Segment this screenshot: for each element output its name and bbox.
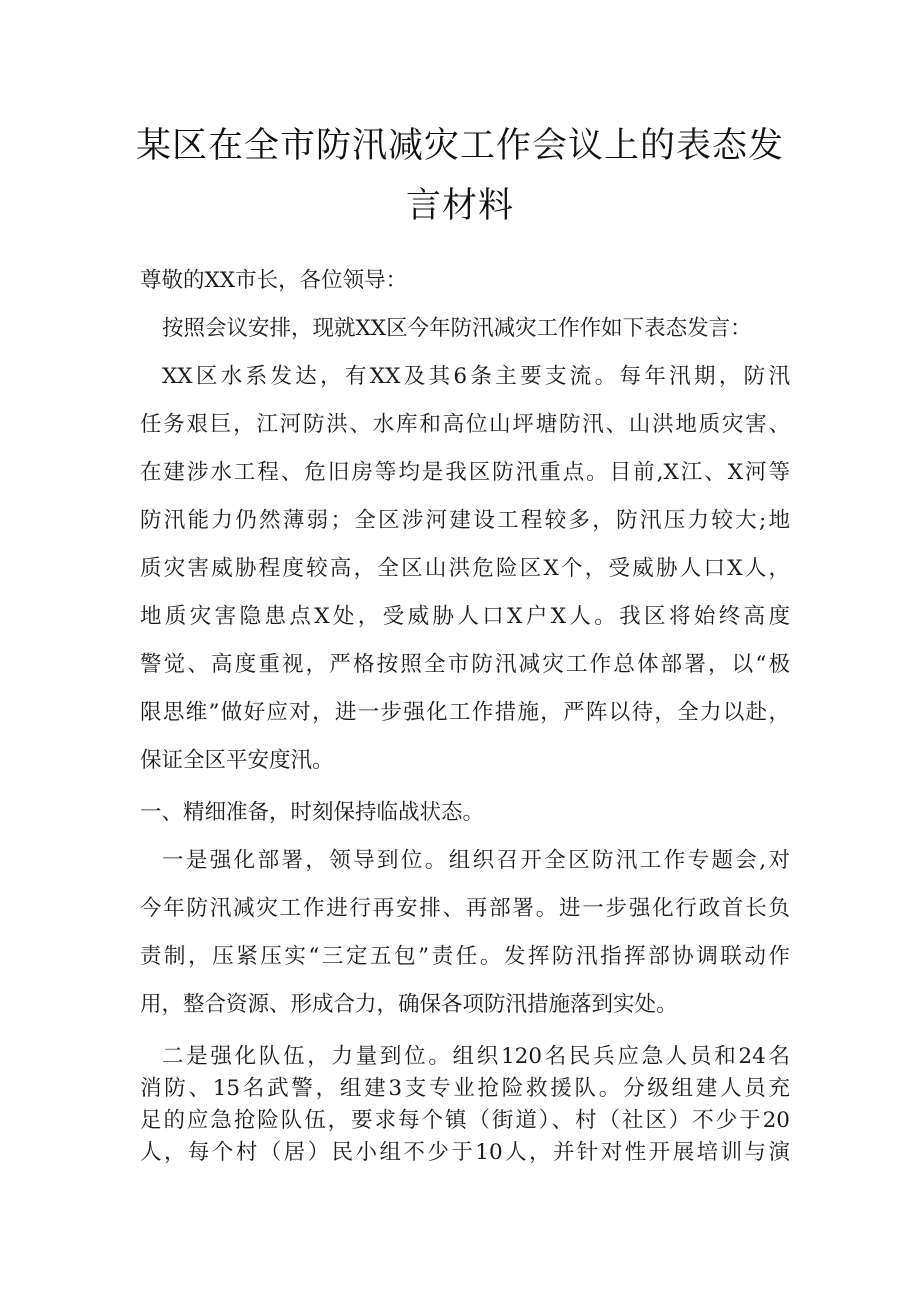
paragraph-line: 足的应急抢险队伍，要求每个镇（街道）、村（社区）不少于20 <box>140 1108 790 1133</box>
document-title-line-1: 某区在全市防汛减灾工作会议上的表态发 <box>135 126 784 166</box>
paragraph-line: 任务艰巨，江河防洪、水库和高位山坪塘防汛、山洪地质灾害、 <box>140 412 790 437</box>
paragraph-line: 二是强化队伍，力量到位。组织120名民兵应急人员和24名 <box>162 1044 790 1069</box>
paragraph-line: 责制，压紧压实“三定五包”责任。发挥防汛指挥部协调联动作 <box>140 944 790 969</box>
paragraph-line: 保证全区平安度汛。 <box>140 748 334 773</box>
paragraph-line: 人，每个村（居）民小组不少于10人，并针对性开展培训与演 <box>140 1140 790 1165</box>
intro-paragraph: 按照会议安排，现就XX区今年防汛减灾工作作如下表态发言： <box>162 316 752 341</box>
paragraph-line: XX区水系发达，有XX及其6条主要支流。每年汛期，防汛 <box>162 364 790 389</box>
document-title-line-2: 言材料 <box>405 186 514 226</box>
paragraph-line: 消防、15名武警，组建3支专业抢险救援队。分级组建人员充 <box>140 1076 790 1101</box>
paragraph-line: 今年防汛减灾工作进行再安排、再部署。进一步强化行政首长负 <box>140 896 790 921</box>
paragraph-line: 警觉、高度重视，严格按照全市防汛减灾工作总体部署，以“极 <box>140 652 790 677</box>
paragraph-line: 一是强化部署，领导到位。组织召开全区防汛工作专题会,对 <box>162 848 790 873</box>
paragraph-line: 在建涉水工程、危旧房等均是我区防汛重点。目前,X江、X河等 <box>140 460 790 485</box>
paragraph-line: 限思维”做好应对，进一步强化工作措施，严阵以待，全力以赴， <box>140 700 790 725</box>
section-heading: 一、精细准备，时刻保持临战状态。 <box>140 800 485 825</box>
salutation: 尊敬的XX市长，各位领导： <box>140 268 408 293</box>
paragraph-line: 防汛能力仍然薄弱；全区涉河建设工程较多，防汛压力较大;地 <box>140 508 790 533</box>
paragraph-line: 用，整合资源、形成合力，确保各项防汛措施落到实处。 <box>140 992 678 1017</box>
paragraph-line: 质灾害威胁程度较高，全区山洪危险区X个，受威胁人口X人， <box>140 556 790 581</box>
paragraph-line: 地质灾害隐患点X处，受威胁人口X户X人。我区将始终高度 <box>140 604 790 629</box>
